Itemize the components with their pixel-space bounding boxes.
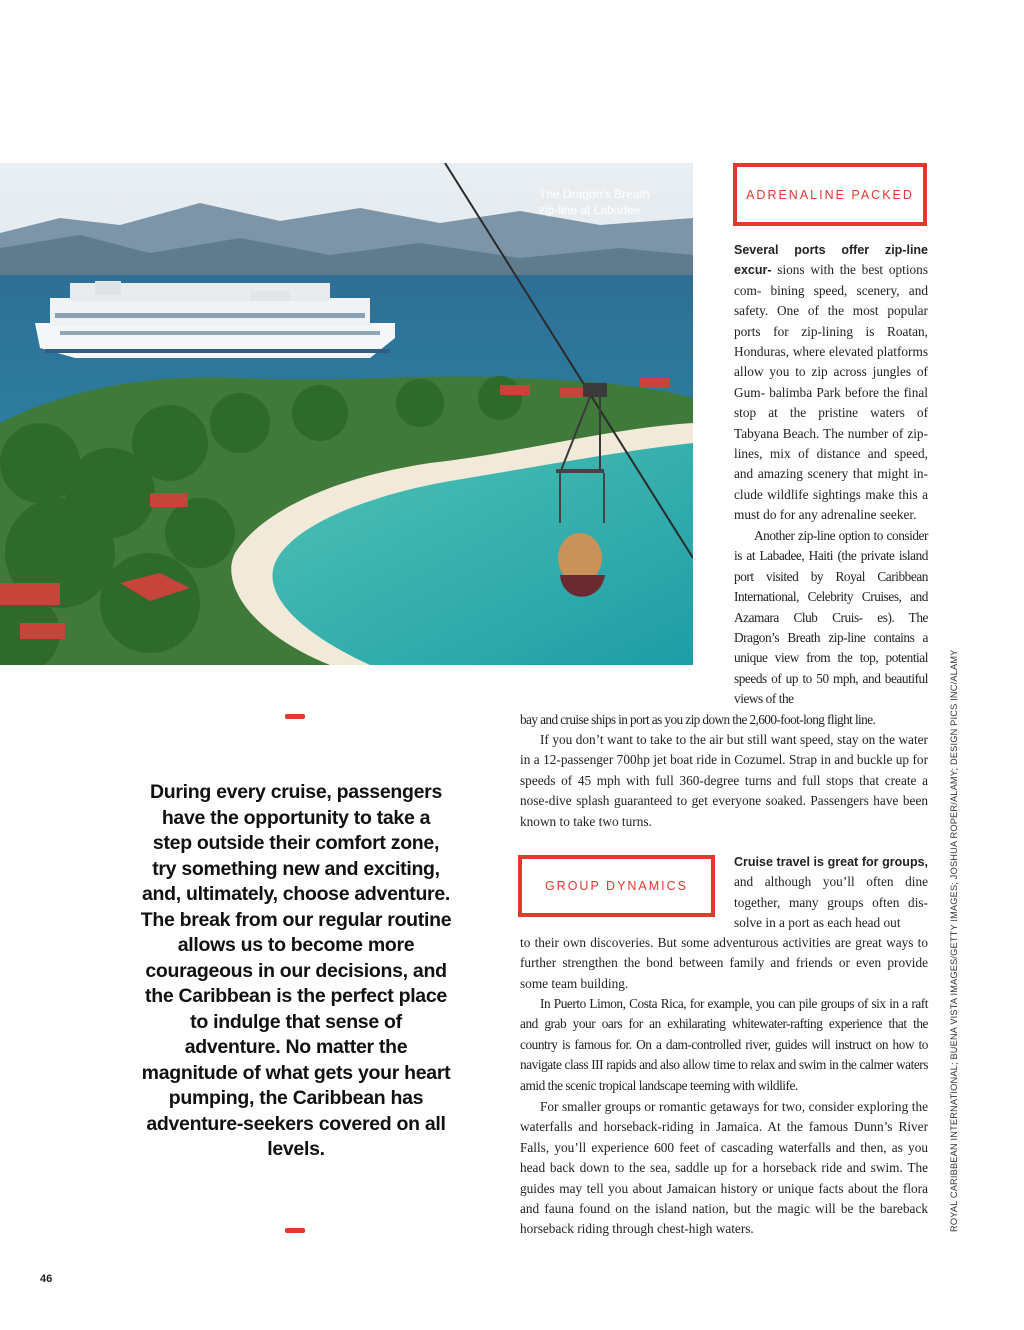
adrenaline-paragraph-2-end: bay and cruise ships in port as you zip down the 2,600-foot-long flight line. xyxy=(520,712,876,727)
group-paragraph-1-end: to their own discoveries. But some adventurous activities are great ways to further strengthen the bond between family and friends or even provide some team building. xyxy=(520,935,928,991)
adrenaline-lead: Several ports offer zip-line excur- xyxy=(734,243,928,278)
adrenaline-paragraph-1 xyxy=(734,240,928,526)
adrenaline-heading-box xyxy=(733,163,927,226)
adrenaline-paragraph-3: If you don’t want to take to the air but still want speed, stay on the water in a 12-passenger 700hp jet boat ride in Cozumel. Strap in and buckle up for speeds of 45 mph with full 360-degree turns and full stops that create a nose-dive splash guaranteed to get everyone soaked. Passengers have been known to take two turns. xyxy=(520,732,928,829)
page-number: 46 xyxy=(40,1273,53,1285)
adrenaline-heading: ADRENALINE PACKED xyxy=(746,187,914,202)
group-paragraph-1 xyxy=(734,852,928,934)
adrenaline-paragraph-2: Another zip-line option to consider is at Labadee, Haiti (the private island port visited by Royal Caribbean International, Celebrity Cruises, and Azamara Club Cruis- es). The Dragon’s Breath zip-line contains a unique view from the top, potential speeds of up to 50 mph, and beautiful views of the xyxy=(734,528,928,707)
pullquote-dash-bottom xyxy=(285,1228,305,1233)
pullquote: During every cruise, passengers have the opportunity to take a step outside their comfort zone, try something new and exciting, and, ultimately, choose adventure. The break from our regular routine allows us to become more courageous in our decisions, and the Caribbean is the perfect place to indulge that sense of adventure. No matter the magnitude of what gets your heart pumping, the Caribbean has adventure-seekers covered on all levels. xyxy=(140,781,452,1160)
adrenaline-p1-body: sions with the best options com- bining speed, scenery, and safety. One of the most popular ports for zip-lining is Roatan, Honduras, where elevated platforms allow you to zip across jungles of Gum- balimba Park before the final stop at the pristine waters of Tabyana Beach. The number of zip-lines, mix of distance and speed, and amazing scenery that might in- clude wildlife sightings make this a must do for any adrenaline seeker. xyxy=(734,262,928,523)
group-paragraph-2: In Puerto Limon, Costa Rica, for example, you can pile groups of six in a raft and grab your oars for an exhilarating whitewater-rafting experience that the country is famous for. On a dam-controlled river, guides will instruct on how to navigate class III rapids and also allow time to relax and swim in the calmer waters amid the scenic tropical landscape teeming with wildlife. xyxy=(520,996,928,1093)
photo-caption-line-1: The Dragon’s Breath xyxy=(539,187,650,201)
group-paragraph-3: For smaller groups or romantic getaways for two, consider exploring the waterfalls and horseback-riding in Jamaica. At the famous Dunn’s River Falls, you’ll experience 600 feet of cascading waterfalls and then, as you head back down to the sea, saddle up for a horseback ride and swim. The guides may tell you about Jamaican history or unique facts about the flora and fauna found on the island nation, but the magic will be the bareback horseback riding through chest-high waters. xyxy=(520,1099,928,1237)
photo-credit: ROYAL CARIBBEAN INTERNATIONAL; BUENA VISTA IMAGES/GETTY IMAGES; JOSHUA ROPER/ALAMY; DESIGN PICS INC/ALAMY xyxy=(949,649,959,1232)
group-heading-box xyxy=(518,855,715,917)
group-heading: GROUP DYNAMICS xyxy=(544,879,689,893)
zipline-illustration xyxy=(0,163,693,665)
hero-photo xyxy=(0,163,693,665)
photo-caption-line-2: zip-line at Labadee xyxy=(539,203,641,217)
group-p1-a: and although you’ll often dine together, many groups often dis- solve in a port as each head out xyxy=(734,874,928,931)
photo-caption xyxy=(539,186,689,218)
group-lead: Cruise travel is great for groups, xyxy=(734,855,928,869)
pullquote-dash-top xyxy=(285,714,305,719)
